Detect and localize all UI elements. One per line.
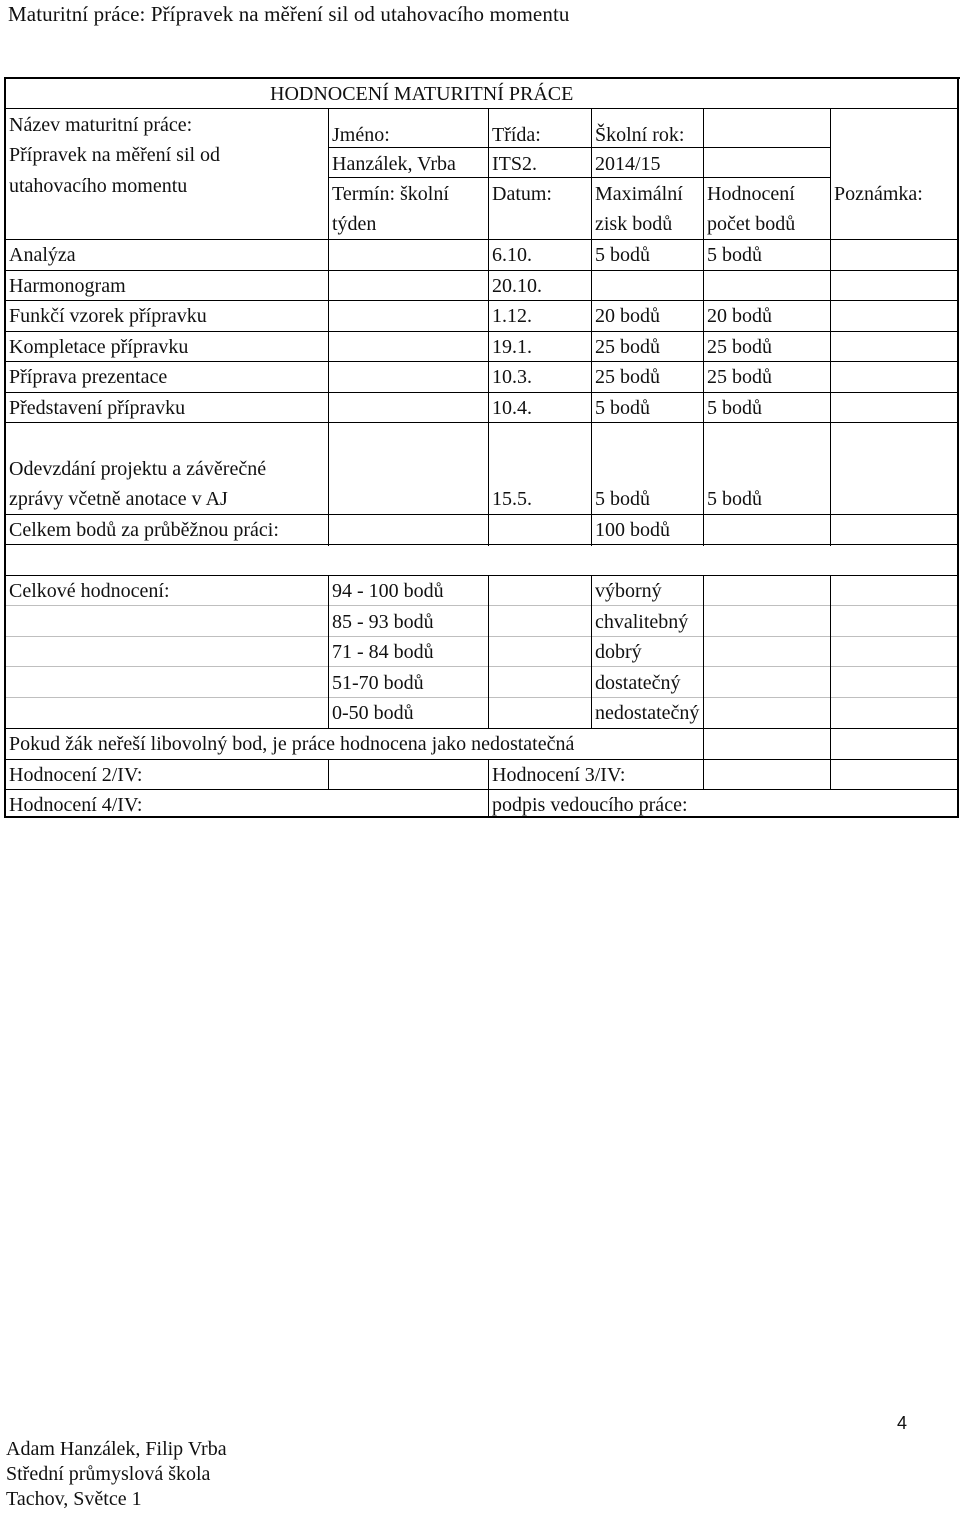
task-row-name: Představení přípravku [9,397,186,419]
overall-label: Celkové hodnocení: [9,580,170,602]
table-border-bottom [4,816,959,818]
evaluation-2-label: Hodnocení 2/IV: [9,764,143,786]
grade-range: 0-50 bodů [332,702,414,724]
rule-v7 [488,575,489,729]
project-title-line2: utahovacího momentu [9,175,188,197]
task-row-date: 10.3. [492,366,532,388]
rule-v2 [488,108,489,546]
rule-v11 [488,759,489,817]
grade-range: 51-70 bodů [332,672,424,694]
task-row-score: 25 bodů [707,366,772,388]
rule-h1 [4,108,959,109]
task-row-date: 6.10. [492,244,532,266]
rule-h14 [4,728,959,729]
grade-range: 71 - 84 bodů [332,641,434,663]
task-row-max: 5 bodů [595,244,650,266]
evaluation-4-label: Hodnocení 4/IV: [9,794,143,816]
task-row-name: Harmonogram [9,275,126,297]
rule-v8 [591,575,592,729]
note-label: Poznámka: [834,183,923,205]
evaluation-3-label: Hodnocení 3/IV: [492,764,626,786]
student-names: Hanzálek, Vrba [332,153,456,175]
rule-h9 [4,392,959,393]
grade-name: dobrý [595,641,642,663]
rule-v9 [703,575,704,790]
table-border-right [957,77,959,818]
table-border-left [4,77,6,818]
supervisor-signature-label: podpis vedoucího práce: [492,794,688,816]
rule-v10 [830,575,831,790]
rule-v1 [328,108,329,546]
max-points-label-line2: zisk bodů [595,213,673,235]
rule-h11 [4,514,959,515]
task-row-max: 5 bodů [595,397,650,419]
class-value: ITS2. [492,153,537,175]
table-border-top [4,77,960,79]
footer-address: Tachov, Světce 1 [6,1488,142,1510]
evaluation-label-line2: počet bodů [707,213,796,235]
rule-h6 [4,300,959,301]
page-header: Maturitní práce: Přípravek na měření sil od utahovacího momentu [8,2,570,26]
rule-h3 [328,177,830,178]
name-label: Jméno: [332,124,390,146]
rule-v3 [591,108,592,546]
grade-name: nedostatečný [595,702,700,724]
task-row-name: Funkčí vzorek přípravku [9,305,207,327]
submission-date: 15.5. [492,488,532,510]
total-value: 100 bodů [595,519,670,541]
page-number: 4 [897,1413,908,1433]
task-row-score: 20 bodů [707,305,772,327]
grade-rule-4 [6,697,957,698]
task-row-name: Kompletace přípravku [9,336,189,358]
grade-name: chvalitebný [595,611,689,633]
rule-v6 [328,575,329,729]
deadline-label-line2: týden [332,213,377,235]
footer-school: Střední průmyslová škola [6,1463,211,1485]
task-row-name: Příprava prezentace [9,366,168,388]
rule-h12 [4,544,959,545]
submission-label-line2: zprávy včetně anotace v AJ [9,488,228,510]
rule-h7 [4,331,959,332]
grade-name: výborný [595,580,662,602]
submission-max: 5 bodů [595,488,650,510]
rule-h5 [4,270,959,271]
table-title: HODNOCENÍ MATURITNÍ PRÁCE [270,83,574,105]
task-row-date: 19.1. [492,336,532,358]
task-row-max: 20 bodů [595,305,660,327]
deadline-label-line1: Termín: školní [332,183,449,205]
footer-authors: Adam Hanzálek, Filip Vrba [6,1438,227,1460]
task-row-date: 1.12. [492,305,532,327]
task-row-score: 25 bodů [707,336,772,358]
submission-score: 5 bodů [707,488,762,510]
submission-label-line1: Odevzdání projektu a závěrečné [9,458,267,480]
class-label: Třída: [492,124,541,146]
task-row-date: 20.10. [492,275,542,297]
rule-h13 [4,575,959,576]
rule-v5 [830,108,831,546]
max-points-label-line1: Maximální [595,183,683,205]
grade-rule-2 [6,636,957,637]
grade-range: 94 - 100 bodů [332,580,444,602]
rule-h4 [4,239,959,240]
grade-rule-1 [6,605,957,606]
task-row-name: Analýza [9,244,76,266]
task-row-date: 10.4. [492,397,532,419]
total-label: Celkem bodů za průběžnou práci: [9,519,279,541]
rule-h15 [4,759,959,760]
task-row-score: 5 bodů [707,397,762,419]
rule-v12 [328,759,329,789]
school-year-value: 2014/15 [595,153,661,175]
project-label: Název maturitní práce: [9,114,193,136]
year-label: Školní rok: [595,124,685,146]
rule-h8 [4,361,959,362]
rule-h10 [4,422,959,423]
fail-note: Pokud žák neřeší libovolný bod, je práce hodnocena jako nedostatečná [9,733,575,755]
project-title-line1: Přípravek na měření sil od [9,144,221,166]
date-label: Datum: [492,183,552,205]
rule-h2 [328,147,830,148]
rule-v4 [703,108,704,546]
grade-rule-3 [6,666,957,667]
task-row-max: 25 bodů [595,366,660,388]
grade-name: dostatečný [595,672,681,694]
evaluation-label-line1: Hodnocení [707,183,795,205]
rule-h16 [4,789,959,790]
task-row-max: 25 bodů [595,336,660,358]
grade-range: 85 - 93 bodů [332,611,434,633]
task-row-score: 5 bodů [707,244,762,266]
